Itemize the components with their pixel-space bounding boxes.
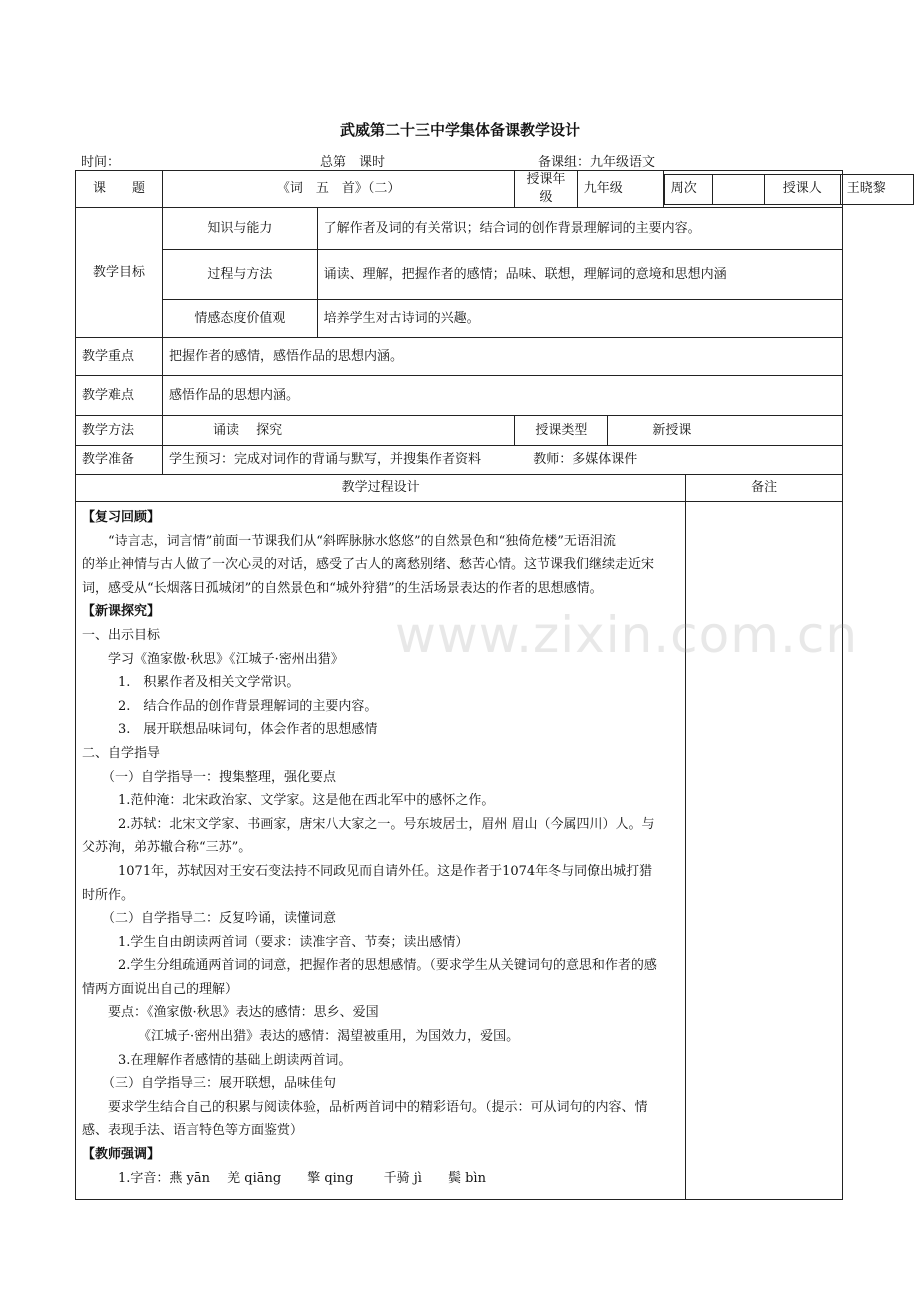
key-point-label: 教学重点 <box>76 338 163 376</box>
guide1-title: （一）自学指导一：搜集整理，强化要点 <box>102 769 337 785</box>
process-header-row <box>76 475 843 502</box>
grade-value-text: 九年级 <box>583 181 623 196</box>
pronunciation-line: 1.字音：燕 yān 羌 qiāng 擎 qing 千骑 jì 鬓 bìn <box>118 1170 486 1186</box>
difficulty-value: 感悟作品的思想内涵。 <box>163 376 843 416</box>
review-line: 词，感受从“长烟落日孤城闭”的自然景色和“城外狩猎”的生活场景表达的作者的思想感情。 <box>82 580 603 596</box>
topic-value: 《词 五 首》（二） <box>163 171 515 208</box>
lesson-plan-table <box>75 170 886 1200</box>
meta-lesson: 总第 课时 <box>320 155 386 170</box>
prep-row <box>76 446 843 475</box>
key-point-value: 把握作者的感情，感悟作品的思想内涵。 <box>163 338 843 376</box>
guide2-title: （二）自学指导二：反复吟诵，读懂词意 <box>102 911 337 927</box>
goal-value-knowledge: 了解作者及词的有关常识；结合词的创作背景理解词的主要内容。 <box>317 208 842 250</box>
week-value <box>712 174 764 204</box>
section1-title: 一、出示目标 <box>82 627 161 643</box>
teacher-value: 王晓黎 <box>840 174 913 204</box>
goals-label: 教学目标 <box>76 208 163 338</box>
key-point-row <box>76 338 843 376</box>
goal-label-attitude: 情感态度价值观 <box>163 300 318 338</box>
week-label: 周次 <box>664 174 712 204</box>
meta-group: 备课组：九年级语文 <box>538 155 656 170</box>
lesson-type-value: 新授课 <box>608 416 843 446</box>
guide1-para: 时所作。 <box>82 887 135 903</box>
week-teacher-inner <box>664 174 914 205</box>
prep-label: 教学准备 <box>76 446 163 475</box>
document-title: 武威第二十三中学集体备课教学设计 <box>339 121 580 139</box>
teacher-heading: 【教师强调】 <box>82 1147 161 1163</box>
section1-item: 2. 结合作品的创作背景理解词的主要内容。 <box>118 698 378 714</box>
method-row <box>76 416 843 446</box>
guide3-title: （三）自学指导三：展开联想，品味佳句 <box>102 1076 337 1092</box>
section1-intro: 学习《渔家傲·秋思》《江城子·密州出猎》 <box>108 651 344 667</box>
difficulty-label: 教学难点 <box>76 376 163 416</box>
grade-label: 授课年级 <box>515 171 577 208</box>
goal-row-attitude <box>76 300 843 338</box>
guide1-para: 父苏洵，弟苏辙合称“三苏”。 <box>82 840 252 856</box>
notes-cell <box>686 502 843 1200</box>
watermark: www.zixin.com.cn <box>395 606 859 664</box>
goal-value-process: 诵读、理解，把握作者的感情；品味、联想，理解词的意境和思想内涵 <box>317 250 842 300</box>
guide1-para: 1.范仲淹：北宋政治家、文学家。这是他在西北军中的感怀之作。 <box>118 793 495 809</box>
guide2-para: 3.在理解作者感情的基础上朗读两首词。 <box>118 1052 352 1068</box>
guide2-para: 1.学生自由朗读两首词（要求：读准字音、节奏；读出感情） <box>118 934 469 950</box>
goal-label-knowledge: 知识与能力 <box>163 208 318 250</box>
section1-item: 1. 积累作者及相关文学常识。 <box>118 675 300 691</box>
goal-value-attitude: 培养学生对古诗词的兴趣。 <box>317 300 842 338</box>
guide2-para: 情两方面说出自己的理解） <box>82 981 239 997</box>
topic-label: 课 题 <box>76 171 163 208</box>
section2-title: 二、自学指导 <box>82 745 161 761</box>
section1-item: 3. 展开联想品味词句，体会作者的思想感情 <box>118 722 378 738</box>
difficulty-row <box>76 376 843 416</box>
guide2-key: 要点：《渔家傲·秋思》表达的感情：思乡、爱国 <box>108 1005 379 1021</box>
lesson-type-label: 授课类型 <box>515 416 608 446</box>
process-row <box>76 502 843 1200</box>
guide2-para: 2.学生分组疏通两首词的词意，把握作者的思想感情。（要求学生从关键词句的意思和作者的感 <box>118 958 657 974</box>
goal-row-knowledge <box>76 208 843 250</box>
method-label: 教学方法 <box>76 416 163 446</box>
teacher-label: 授课人 <box>764 174 840 204</box>
review-heading: 【复习回顾】 <box>82 510 161 525</box>
guide1-para: 2.苏轼：北宋文学家、书画家，唐宋八大家之一。号东坡居士，眉州 眉山（今属四川）人。与 <box>118 816 655 832</box>
goal-row-process <box>76 250 843 300</box>
process-header-notes: 备注 <box>686 475 843 502</box>
guide2-key: 《江城子·密州出猎》表达的感情：渴望被重用，为国效力，爱国。 <box>138 1029 520 1045</box>
review-line: 的举止神情与古人做了一次心灵的对话，感受了古人的离愁别绪、愁苦心情。这节课我们继续走近宋 <box>82 557 655 573</box>
prep-student: 学生预习：完成对词作的背诵与默写，并搜集作者资料 <box>169 452 482 467</box>
process-content <box>76 502 686 1200</box>
prep-value <box>163 446 843 475</box>
prep-teacher: 教师：多媒体课件 <box>533 452 638 467</box>
week-teacher-cell <box>663 171 886 208</box>
process-header-design: 教学过程设计 <box>76 475 686 502</box>
header-row <box>76 171 843 208</box>
guide3-para: 要求学生结合自己的积累与阅读体验，品析两首词中的精彩语句。（提示：可从词句的内容、情 <box>108 1099 648 1115</box>
new-heading: 【新课探究】 <box>82 604 161 620</box>
grade-value <box>577 171 663 208</box>
review-line: “诗言志，词言情”前面一节课我们从“斜晖脉脉水悠悠”的自然景色和“独倚危楼”无语泪流 <box>108 533 616 549</box>
goal-label-process: 过程与方法 <box>163 250 318 300</box>
guide1-para: 1071年，苏轼因对王安石变法持不同政见而自请外任。这是作者于1074年冬与同僚出城打猎 <box>118 863 653 879</box>
meta-time: 时间： <box>81 155 121 170</box>
guide3-para: 感、表现手法、语言特色等方面鉴赏） <box>82 1123 304 1139</box>
method-value: 诵读 探究 <box>163 416 515 446</box>
